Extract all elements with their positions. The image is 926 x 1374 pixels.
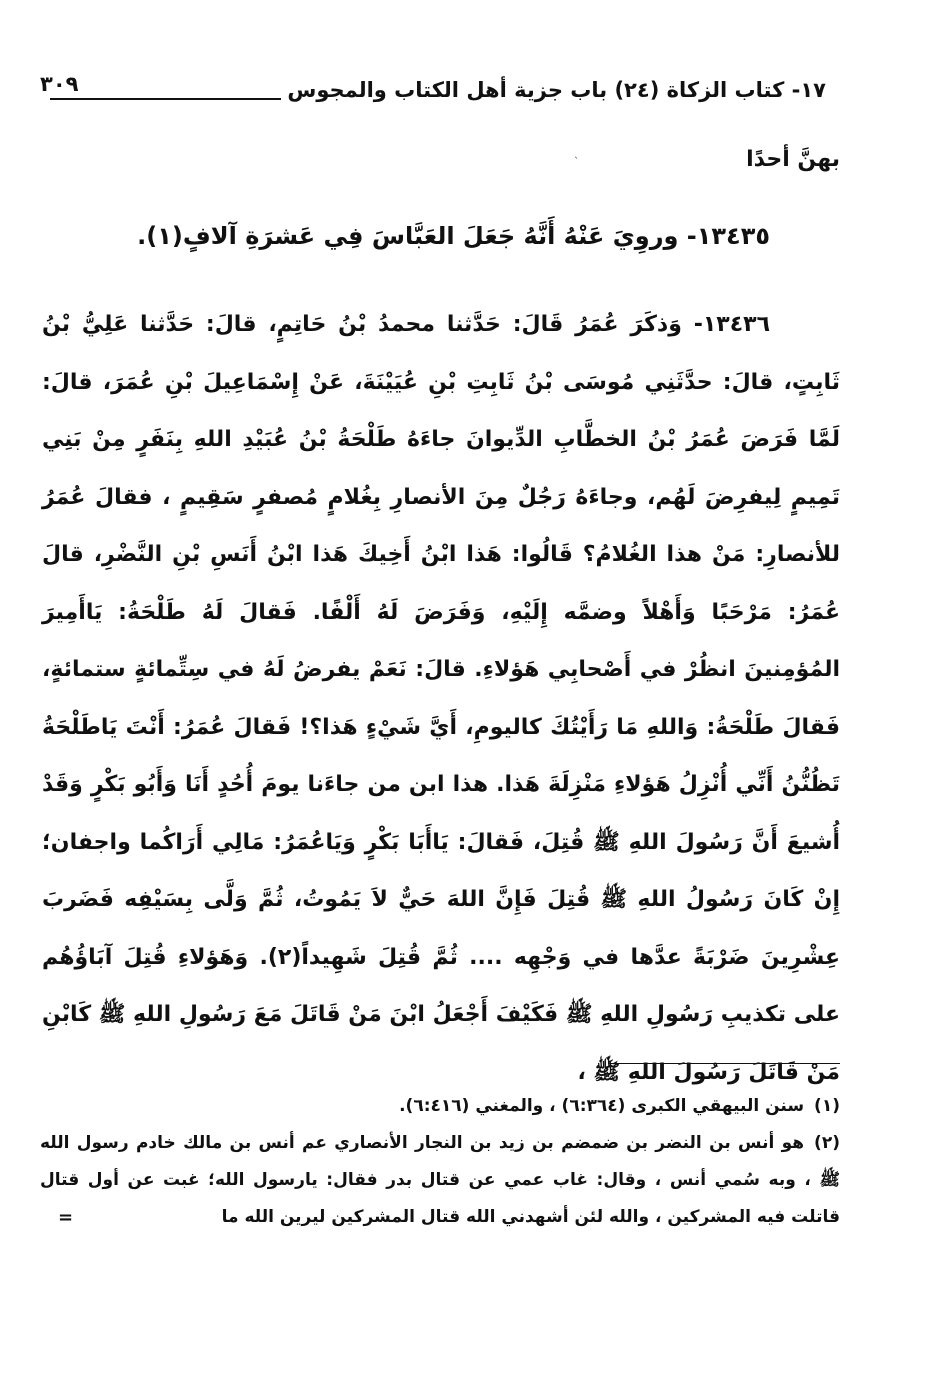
paragraph-continuation: بهنَّ أحدًا [746, 147, 840, 172]
footnote-2 [40, 1125, 840, 1236]
footnote-text: هو أنس بن النضر بن ضمضم بن زيد بن النجار الأنصاري عم أنس بن مالك خادم رسول الله ﷺ ، وبه سُمي أنس ، وقال: غاب عمي عن قتال بدر فقال: يارسول الله؛ غبت عن أول قتال قاتلت فيه المشركين ، والله لئن أشهدني الله قتال المشركين ليرين الله ما [40, 1133, 840, 1227]
paragraph-13435: ١٣٤٣٥- وروِيَ عَنْهُ أَنَّهُ جَعَلَ العَبَّاسَ فِي عَشرَةِ آلافٍ(١). [137, 222, 770, 250]
footnote-marker: (٢) [814, 1133, 840, 1153]
header-rule [50, 84, 281, 100]
paragraph-13436: ١٣٤٣٦- وَذكَرَ عُمَرُ قَالَ: حَدَّثنا محمدُ بْنُ حَاتِمٍ، قالَ: حَدَّثنا عَلِيُّ بْنُ ثَابِتٍ، قالَ: حدَّثَنِي مُوسَى بْنُ ثَابِتِ بْنِ عُيَيْنَةَ، عَنْ إِسْمَاعِيلَ بْنِ عُمَرَ، قالَ: لَمَّا فَرَضَ عُمَرُ بْنُ الخطَّابِ الدِّيوانَ جاءَهُ طَلْحَةُ بْنُ عُبَيْدِ اللهِ بِنَفَرٍ مِنْ بَنِي تَمِيمٍ لِيفرِضَ لَهُم، وجاءَهُ رَجُلٌ مِنَ الأنصارِ بِغُلامٍ مُصفرٍ سَقِيمٍ ، فقالَ عُمَرُ للأنصارِ: مَنْ هذا الغُلامُ؟ قَالُوا: هَذا ابْنُ أَخِيكَ هَذا ابْنُ أَنَسِ بْنِ النَّضْرِ، قالَ عُمَرُ: مَرْحَبًا وَأَهْلاً وضمَّه إِلَيْهِ، وَفَرَضَ لَهُ أَلْفًا. فَقالَ لَهُ طَلْحَةُ: يَاأَمِيرَ المُؤمِنينَ انظُرْ في أَصْحابِي هَؤلاءِ. قالَ: نَعَمْ يفرضُ لَهُ في سِتِّمائةٍ ستمائةٍ، فَقالَ طَلْحَةُ: وَاللهِ مَا رَأَيْتُكَ كاليومِ، أَيَّ شَيْءٍ هَذا؟! فَقالَ عُمَرُ: أَنْتَ يَاطَلْحَةُ تَظُنُّنُ أَنِّي أُنْزِلُ هَؤلاءِ مَنْزِلَةَ هَذا. هذا ابن من جاءَنا يومَ أُحُدٍ أَنَا وَأَبُو بَكْرٍ وَقَدْ أُشيعَ أَنَّ رَسُولَ اللهِ ﷺ قُتِلَ، فَقالَ: يَاأَبَا بَكْرٍ وَيَاعُمَرُ: مَالِي أَرَاكُما واجفان؛ إِنْ كَانَ رَسُولُ اللهِ ﷺ قُتِلَ فَإِنَّ اللهَ حَيٌّ لاَ يَمُوتُ، ثُمَّ وَلَّى بِسَيْفِه فَضَربَ عِشْرِينَ ضَرْبَةً عدَّها في وَجْهِه .... ثُمَّ قُتِلَ شَهِيداً(٢). وَهَؤلاءِ قُتِلَ آبَاؤُهُم على تكذيبِ رَسُولِ اللهِ ﷺ فَكَيْفَ أَجْعَلُ ابْنَ مَنْ قَاتَلَ مَعَ رَسُولِ اللهِ ﷺ كَابْنِ مَنْ قَاتَلَ رَسُولَ اللهِ ﷺ ، [42, 312, 840, 1085]
footnotes [40, 1088, 840, 1236]
page-number: ٣٠٩ [40, 72, 79, 96]
footnote-text: سنن البيهقي الكبرى (٦:٣٦٤) ، والمغني (٦:٤١٦). [399, 1096, 805, 1116]
running-header [40, 62, 826, 102]
footnote-1 [40, 1088, 840, 1125]
stray-print-mark: ˎ [574, 148, 579, 159]
header-title: ١٧- كتاب الزكاة (٢٤) باب جزية أهل الكتاب والمجوس [287, 78, 826, 102]
footnote-separator [608, 1063, 840, 1064]
footnote-marker: (١) [814, 1096, 840, 1116]
continuation-mark: = [58, 1207, 74, 1228]
